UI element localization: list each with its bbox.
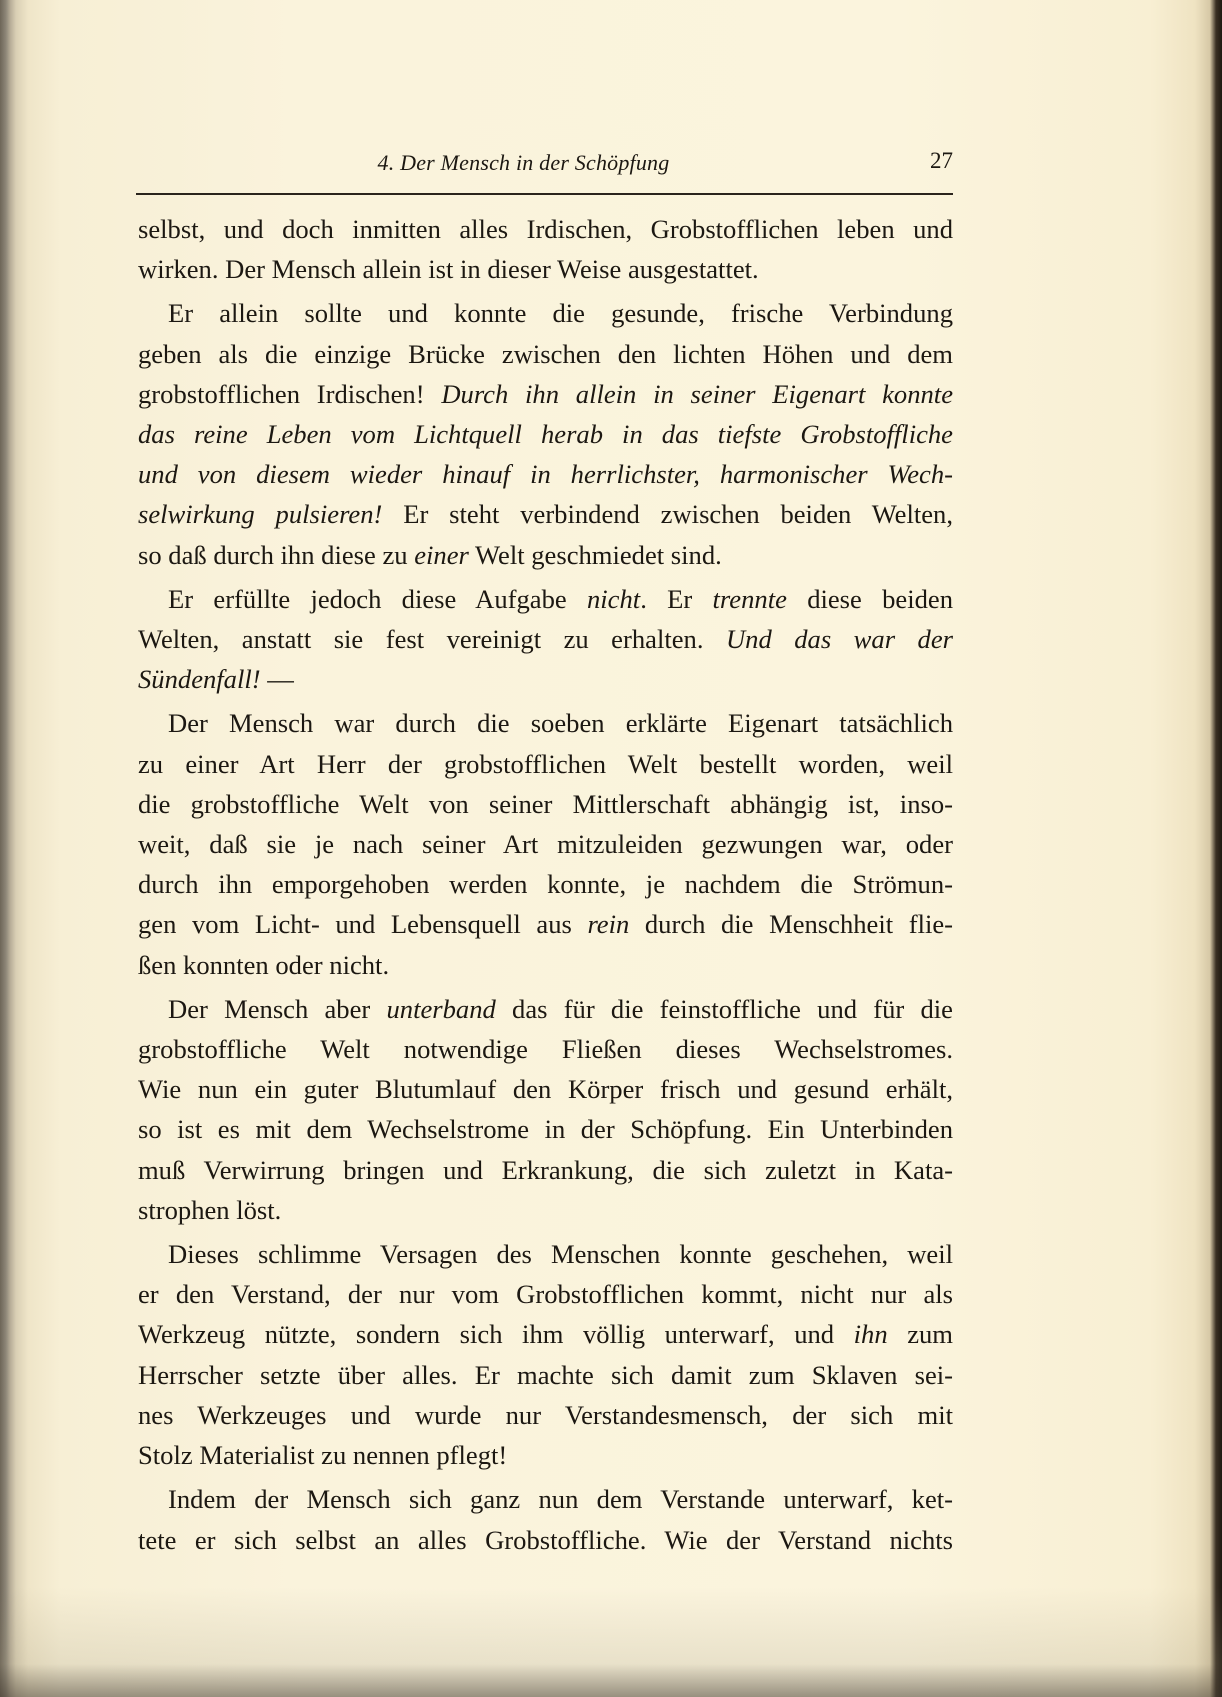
text-line	[138, 334, 953, 374]
italic-text: Und das war der	[725, 624, 953, 655]
text-line	[138, 1274, 953, 1314]
italic-text: einer	[414, 539, 469, 570]
book-page	[138, 148, 953, 1560]
text-line	[138, 1520, 953, 1560]
text-run: Herrscher setzte über alles. Er machte sich damit zum Sklaven sei-	[138, 1359, 953, 1390]
text-run: geben als die einzige Brücke zwischen den lichten Höhen und dem	[138, 338, 953, 369]
text-run: —	[260, 664, 294, 695]
text-line	[138, 249, 953, 289]
italic-text: das reine Leben vom Lichtquell herab in das tiefste Grobstoffliche	[138, 419, 953, 450]
text-run: grobstoffliche Welt notwendige Fließen dieses Wechselstromes.	[138, 1034, 953, 1065]
text-line	[138, 703, 953, 743]
paragraph	[138, 989, 953, 1230]
header-rule	[136, 193, 953, 195]
italic-text: unterband	[386, 993, 496, 1024]
text-line	[138, 209, 953, 249]
text-run: Welten, anstatt sie fest vereinigt zu erhalten.	[138, 624, 726, 655]
text-line	[138, 904, 953, 944]
text-run: wirken. Der Mensch allein ist in dieser Weise ausgestattet.	[138, 254, 759, 285]
text-run: ßen konnten oder nicht.	[138, 949, 390, 980]
text-line	[138, 619, 953, 659]
paragraph	[138, 703, 953, 984]
text-run: so ist es mit dem Wechselstrome in der Schöpfung. Ein Unterbinden	[138, 1114, 953, 1145]
text-run: Er erfüllte jedoch diese Aufgabe	[168, 583, 587, 614]
text-line	[138, 945, 953, 985]
paragraph	[138, 209, 953, 289]
text-run: diese beiden	[786, 583, 954, 614]
text-run: durch die Menschheit flie-	[629, 909, 954, 940]
text-line	[138, 989, 953, 1029]
text-line	[138, 1435, 953, 1475]
text-run: Werkzeug nützte, sondern sich ihm völlig unterwarf, und	[138, 1319, 854, 1350]
italic-text: selwirkung pulsieren!	[138, 499, 383, 530]
text-line	[138, 824, 953, 864]
text-run: die grobstoffliche Welt von seiner Mittlerschaft abhängig ist, inso-	[138, 788, 953, 819]
text-run: Der Mensch aber	[168, 993, 387, 1024]
text-line	[138, 1150, 953, 1190]
body-text	[138, 209, 953, 1560]
text-run: Indem der Mensch sich ganz nun dem Verstande unterwarf, ket-	[168, 1484, 953, 1515]
text-line	[138, 579, 953, 619]
text-line	[138, 535, 953, 575]
text-run: er den Verstand, der nur vom Grobstofflichen kommt, nicht nur als	[138, 1279, 953, 1310]
text-line	[138, 414, 953, 454]
italic-text: und von diesem wieder hinauf in herrlichster, harmonischer Wech-	[138, 459, 953, 490]
paragraph	[138, 1479, 953, 1559]
italic-text: rein	[587, 909, 630, 940]
text-line	[138, 744, 953, 784]
paragraph	[138, 293, 953, 574]
text-line	[138, 659, 953, 699]
text-run: . Er	[640, 583, 713, 614]
page-number: 27	[930, 148, 953, 173]
text-line	[138, 293, 953, 333]
text-run: Er steht verbindend zwischen beiden Welten,	[382, 499, 953, 530]
text-run: tete er sich selbst an alles Grobstoffliche. Wie der Verstand nichts	[138, 1524, 953, 1555]
paragraph	[138, 1234, 953, 1475]
italic-text: ihn	[853, 1319, 888, 1350]
text-line	[138, 1479, 953, 1519]
italic-text: Durch ihn allein in seiner Eigenart konnte	[441, 378, 953, 409]
text-run: zum	[887, 1319, 953, 1350]
italic-text: Sündenfall!	[138, 664, 261, 695]
running-header	[138, 148, 953, 188]
text-line	[138, 1069, 953, 1109]
text-line	[138, 1109, 953, 1149]
text-run: grobstofflichen Irdischen!	[138, 378, 442, 409]
text-run: weit, daß sie je nach seiner Art mitzuleiden gezwungen war, oder	[138, 829, 953, 860]
italic-text: nicht	[587, 583, 641, 614]
text-line	[138, 1234, 953, 1274]
text-line	[138, 784, 953, 824]
text-run: muß Verwirrung bringen und Erkrankung, die sich zuletzt in Kata-	[138, 1154, 953, 1185]
text-run: selbst, und doch inmitten alles Irdischen, Grobstofflichen leben und	[138, 214, 953, 244]
text-line	[138, 1314, 953, 1354]
text-run: Stolz Materialist zu nennen pflegt!	[138, 1440, 508, 1471]
text-run: das für die feinstoffliche und für die	[495, 993, 953, 1024]
text-line	[138, 1029, 953, 1069]
text-line	[138, 864, 953, 904]
text-line	[138, 1395, 953, 1435]
text-line	[138, 494, 953, 534]
text-line	[138, 454, 953, 494]
text-run: Der Mensch war durch die soeben erklärte Eigenart tatsächlich	[168, 708, 953, 739]
text-line	[138, 374, 953, 414]
text-run: Er allein sollte und konnte die gesunde, frische Verbindung	[168, 298, 953, 329]
text-run: Welt geschmiedet sind.	[468, 539, 722, 570]
text-run: durch ihn emporgehoben werden konnte, je nachdem die Strömun-	[138, 869, 953, 900]
text-run: nes Werkzeuges und wurde nur Verstandesmensch, der sich mit	[138, 1399, 953, 1430]
text-run: Wie nun ein guter Blutumlauf den Körper frisch und gesund erhält,	[138, 1074, 953, 1105]
paragraph	[138, 579, 953, 700]
text-line	[138, 1355, 953, 1395]
chapter-title: 4. Der Mensch in der Schöpfung	[377, 150, 670, 175]
italic-text: trennte	[712, 583, 787, 614]
text-run: gen vom Licht- und Lebensquell aus	[138, 909, 588, 940]
text-run: Dieses schlimme Versagen des Menschen konnte geschehen, weil	[168, 1239, 953, 1270]
text-line	[138, 1190, 953, 1230]
text-run: zu einer Art Herr der grobstofflichen Welt bestellt worden, weil	[138, 748, 953, 779]
text-run: strophen löst.	[138, 1194, 282, 1225]
text-run: so daß durch ihn diese zu	[138, 539, 415, 570]
